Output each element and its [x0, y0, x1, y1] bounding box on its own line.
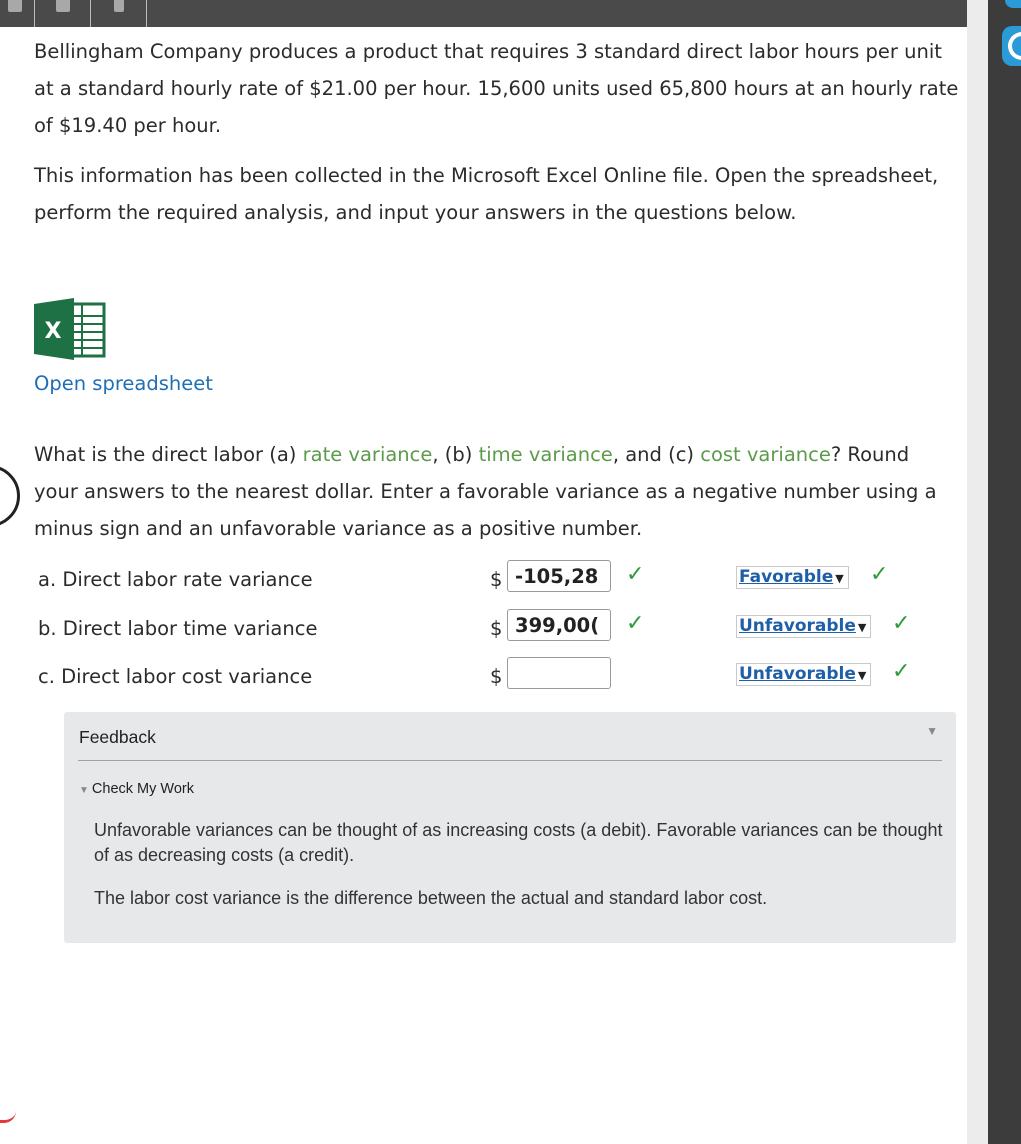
chevron-down-icon: ▼: [857, 621, 867, 634]
annotation-mark: [0, 1108, 16, 1123]
question-part: , (b): [432, 443, 479, 466]
select-value: Favorable: [739, 567, 834, 587]
correct-check-icon: ✓: [870, 562, 889, 587]
refresh-icon[interactable]: [1002, 26, 1021, 66]
feedback-title: Feedback: [79, 727, 156, 747]
feedback-paragraph: The labor cost variance is the difference between the actual and standard labor cost.: [94, 888, 768, 908]
rate-variance-select[interactable]: [736, 566, 849, 589]
currency-symbol: $: [490, 617, 503, 640]
excel-instructions: This information has been collected in the Microsoft Excel Online file. Open the spreadsheet, perform the required analysis, and input your answers in the questions below.: [34, 164, 939, 224]
answer-row-rate: [34, 560, 959, 600]
feedback-panel: [64, 712, 956, 943]
correct-check-icon: ✓: [892, 611, 911, 636]
page-icon[interactable]: [90, 0, 147, 27]
term-rate-variance[interactable]: rate variance: [302, 443, 433, 466]
time-variance-select[interactable]: [736, 615, 871, 638]
term-cost-variance[interactable]: cost variance: [700, 443, 831, 466]
section-title: Check My Work: [91, 781, 194, 797]
question-part: , and (c): [612, 443, 701, 466]
excel-icon-letter: X: [44, 319, 62, 344]
side-panel: [988, 0, 1021, 1144]
select-value: Unfavorable: [739, 616, 856, 636]
question-part: ? Round your answers to the nearest dollar. Enter a favorable variance as a negative number using a minus sign and an unfavorable variance as a positive number.: [34, 443, 937, 540]
time-variance-input[interactable]: [507, 609, 611, 641]
collapse-triangle-icon: ▼: [79, 785, 89, 796]
excel-icon[interactable]: [34, 298, 106, 360]
check-my-work-toggle[interactable]: [79, 781, 194, 797]
currency-symbol: $: [490, 665, 503, 688]
currency-symbol: $: [490, 568, 503, 591]
cost-variance-input[interactable]: [507, 657, 611, 689]
divider: [78, 760, 942, 761]
chevron-down-icon: ▼: [835, 572, 844, 585]
cost-variance-select[interactable]: [736, 663, 871, 686]
select-value: Unfavorable: [739, 664, 856, 684]
collapse-icon[interactable]: ▼: [926, 724, 938, 738]
nav-back-icon[interactable]: [0, 0, 35, 27]
chevron-down-icon: ▼: [857, 669, 867, 682]
correct-check-icon: ✓: [626, 562, 645, 587]
answer-row-cost: [34, 657, 959, 697]
problem-intro: Bellingham Company produces a product that requires 3 standard direct labor hours per unit at a standard hourly rate of $21.00 per hour. 15,600 units used 65,800 hours at an hourly rate of $19.40 per hour.: [34, 40, 959, 137]
answer-row-time: [34, 609, 959, 649]
question-content: [34, 33, 959, 688]
term-time-variance[interactable]: time variance: [478, 443, 613, 466]
feedback-paragraph: Unfavorable variances can be thought of as increasing costs (a debit). Favorable variances can be thought of as decreasing costs (a credit).: [94, 820, 943, 865]
open-spreadsheet-link[interactable]: Open spreadsheet: [34, 372, 213, 395]
row-label: c. Direct labor cost variance: [38, 665, 313, 688]
top-toolbar: [0, 0, 975, 27]
row-label: a. Direct labor rate variance: [38, 568, 313, 591]
print-icon[interactable]: [34, 0, 91, 27]
question-text: [34, 436, 959, 547]
correct-check-icon: ✓: [892, 659, 911, 684]
correct-check-icon: ✓: [626, 611, 645, 636]
question-part: What is the direct labor (a): [34, 443, 303, 466]
annotation-circle: [0, 465, 20, 527]
rate-variance-input[interactable]: [507, 560, 611, 592]
row-label: b. Direct labor time variance: [38, 617, 318, 640]
